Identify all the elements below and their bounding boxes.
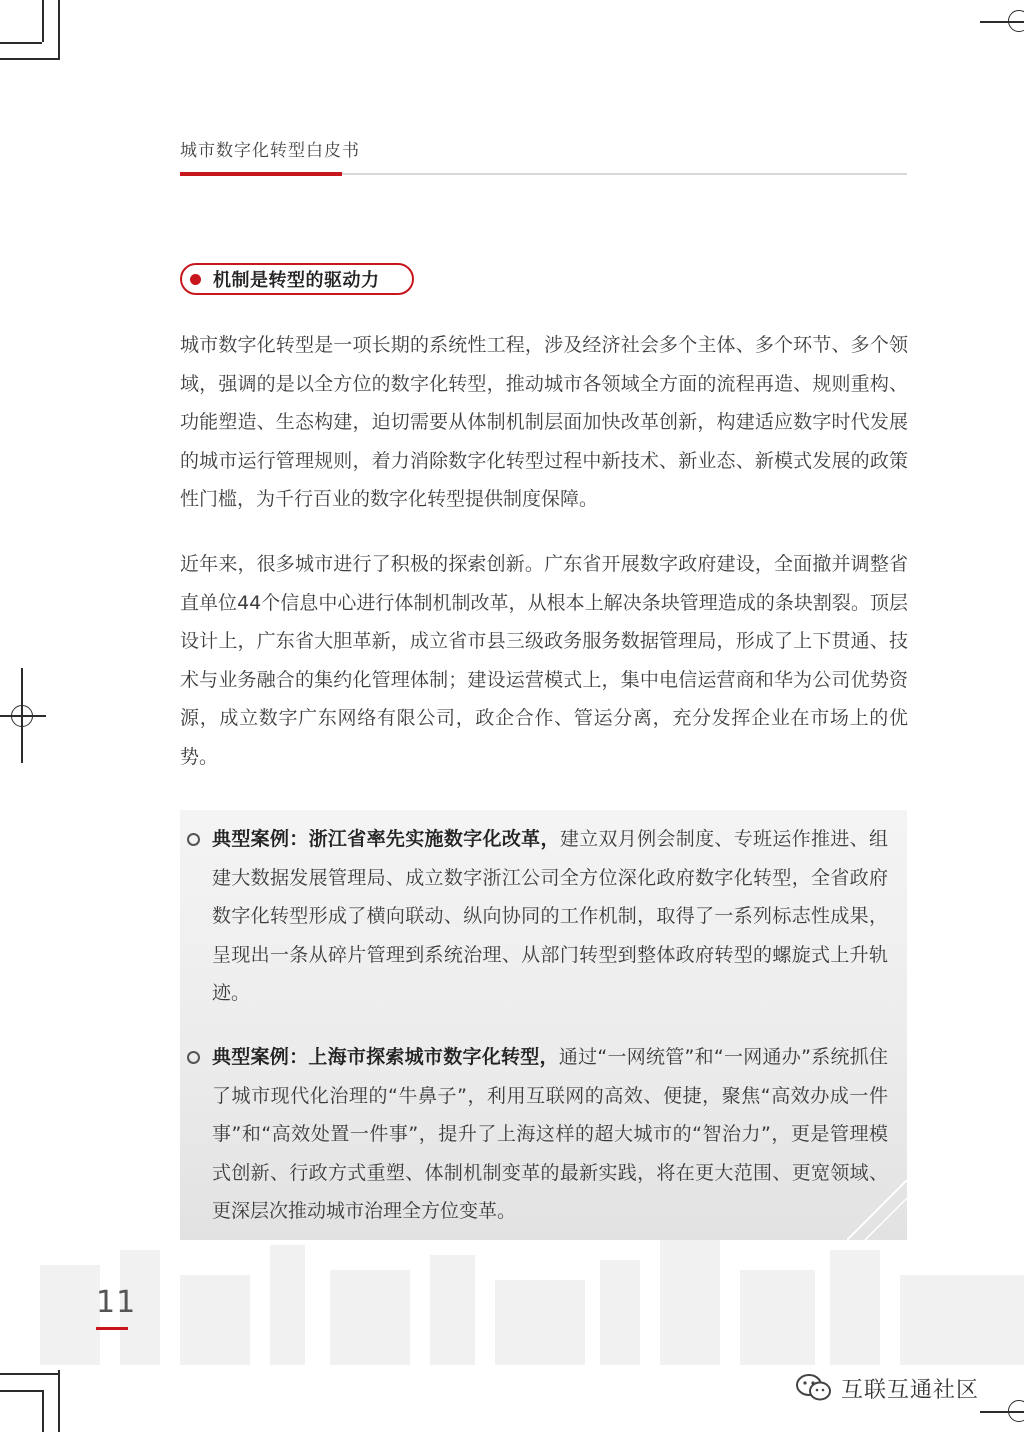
crop-mark [42, 0, 44, 42]
body-paragraph: 近年来，很多城市进行了积极的探索创新。广东省开展数字政府建设，全面撤并调整省直单位44个信息中心进行体制机制改革，从根本上解决条块管理造成的条块割裂。顶层设计上，广东省大胆革新，成立省市县三级政务服务数据管理局，形成了上下贯通、技术与业务融合的集约化管理体制；建设运营模式上，集中电信运营商和华为公司优势资源，成立数字广东网络有限公司，政企合作、管运分离，充分发挥企业在市场上的优势。 [180, 553, 908, 768]
case-study-box [180, 810, 907, 1240]
watermark [795, 1372, 979, 1404]
document-title: 城市数字化转型白皮书 [180, 141, 360, 161]
crop-mark [58, 0, 60, 60]
crop-mark [0, 58, 60, 60]
section-heading [180, 263, 414, 295]
page-number: 11 [96, 1285, 137, 1320]
crop-mark [0, 1390, 42, 1392]
body-paragraph: 城市数字化转型是一项长期的系统性工程，涉及经济社会多个主体、多个环节、多个领域，强调的是以全方位的数字化转型，推动城市各领域全方面的流程再造、规则重构、功能塑造、生态构建，迫切需要从体制机制层面加快改革创新，构建适应数字时代发展的城市运行管理规则，着力消除数字化转型过程中新技术、新业态、新模式发展的政策性门槛，为千行百业的数字化转型提供制度保障。 [180, 334, 908, 510]
registration-mark-icon [1008, 10, 1024, 32]
case-study-lead: 典型案例：上海市探索城市数字化转型， [212, 1046, 559, 1068]
registration-mark-icon [1008, 1400, 1024, 1422]
page-number-rule [96, 1327, 128, 1330]
registration-mark-icon [11, 705, 33, 727]
section-heading-label: 机制是转型的驱动力 [213, 270, 380, 291]
wechat-icon [795, 1373, 833, 1403]
case-study-body: 通过“一网统管”和“一网通办”系统抓住了城市现代化治理的“牛鼻子”，利用互联网的高效、便捷，聚焦“高效办成一件事”和“高效处置一件事”，提升了上海这样的超大城市的“智治力”，更是管理模式创新、行政方式重塑、体制机制变革的最新实践，将在更大范围、更宽领域、更深层次推动城市治理全方位变革。 [212, 1046, 888, 1222]
case-study-item [212, 820, 888, 1013]
ring-bullet-icon [187, 833, 200, 846]
crop-mark [0, 42, 42, 44]
bullet-dot-icon [190, 274, 201, 285]
city-skyline-decoration [40, 1225, 1024, 1365]
ring-bullet-icon [187, 1051, 200, 1064]
crop-mark [42, 1390, 44, 1432]
watermark-text: 互联互通社区 [841, 1377, 980, 1403]
case-study-body: 建立双月例会制度、专班运作推进、组建大数据发展管理局、成立数字浙江公司全方位深化政府数字化转型，全省政府数字化转型形成了横向联动、纵向协同的工作机制，取得了一系列标志性成果，呈现出一条从碎片管理到系统治理、从部门转型到整体政府转型的螺旋式上升轨迹。 [212, 828, 888, 1004]
header-accent-rule [180, 172, 342, 176]
case-study-item [212, 1038, 888, 1231]
crop-mark [0, 1373, 60, 1375]
case-study-lead: 典型案例：浙江省率先实施数字化改革， [212, 828, 560, 850]
crop-mark [58, 1370, 60, 1432]
